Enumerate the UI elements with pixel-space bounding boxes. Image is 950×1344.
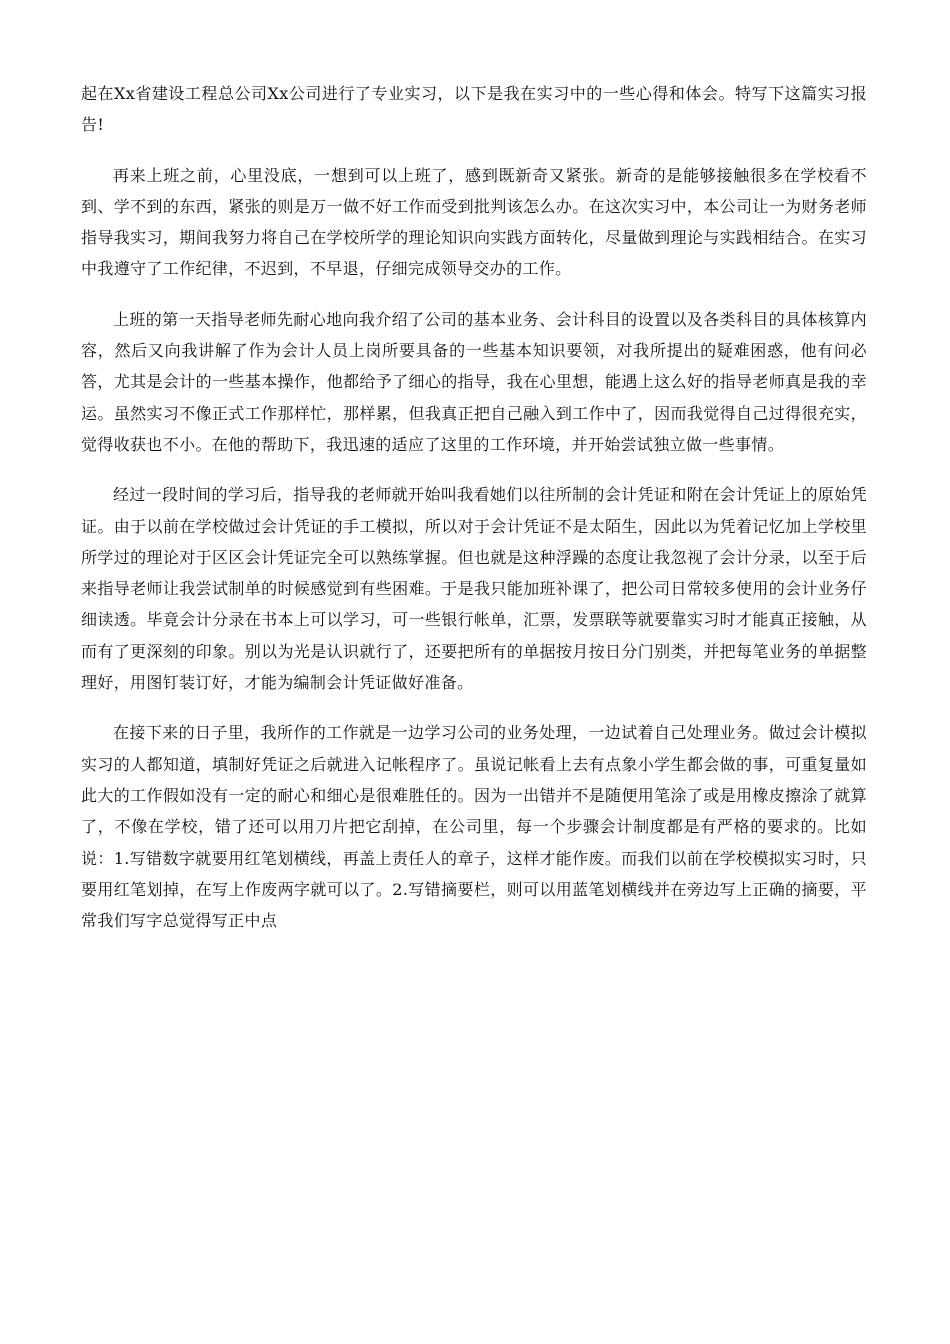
paragraph-bookkeeping: 在接下来的日子里，我所作的工作就是一边学习公司的业务处理，一边试着自己处理业务。做过会计模拟实习的人都知道，填制好凭证之后就进入记帐程序了。虽说记帐看上去有点象小学生都会做的事，可重复量如此大的工作假如没有一定的耐心和细心是很难胜任的。因为一出错并不是随便用笔涂了或是用橡皮擦涂了就算了，不像在学校，错了还可以用刀片把它刮掉，在公司里，每一个步骤会计制度都是有严格的要求的。比如说：1.写错数字就要用红笔划横线，再盖上责任人的章子，这样才能作废。而我们以前在学校模拟实习时，只要用红笔划掉，在写上作废两字就可以了。2.写错摘要栏，则可以用蓝笔划横线并在旁边写上正确的摘要，平常我们写字总觉得写正中点 bbox=[81, 723, 867, 931]
paragraph-before-work: 再来上班之前，心里没底，一想到可以上班了，感到既新奇又紧张。新奇的是能够接触很多在学校看不到、学不到的东西，紧张的则是万一做不好工作而受到批判该怎么办。在这次实习中，本公司让一为财务老师指导我实习，期间我努力将自己在学校所学的理论知识向实践方面转化，尽量做到理论与实践相结合。在实习中我遵守了工作纪律，不迟到，不早退，仔细完成领导交办的工作。 bbox=[81, 165, 867, 279]
paragraph-first-day: 上班的第一天指导老师先耐心地向我介绍了公司的基本业务、会计科目的设置以及各类科目的具体核算内容，然后又向我讲解了作为会计人员上岗所要具备的一些基本知识要领，对我所提出的疑难困惑，他有问必答，尤其是会计的一些基本操作，他都给予了细心的指导，我在心里想，能遇上这么好的指导老师真是我的幸运。虽然实习不像正式工作那样忙，那样累，但我真正把自己融入到工作中了，因而我觉得自己过得很充实，觉得收获也不小。在他的帮助下，我迅速的适应了这里的工作环境，并开始尝试独立做一些事情。 bbox=[81, 309, 867, 454]
document-body bbox=[81, 78, 867, 955]
paragraph-intro-continuation: 起在Xx省建设工程总公司Xx公司进行了专业实习，以下是我在实习中的一些心得和体会。特写下这篇实习报告! bbox=[81, 84, 867, 135]
paragraph-learning-vouchers: 经过一段时间的学习后，指导我的老师就开始叫我看她们以往所制的会计凭证和附在会计凭证上的原始凭证。由于以前在学校做过会计凭证的手工模拟，所以对于会计凭证不是太陌生，因此以为凭着记忆加上学校里所学过的理论对于区区会计凭证完全可以熟练掌握。但也就是这种浮躁的态度让我忽视了会计分录，以至于后来指导老师让我尝试制单的时候感觉到有些困难。于是我只能加班补课了，把公司日常较多使用的会计业务仔细读透。毕竟会计分录在书本上可以学习，可一些银行帐单，汇票，发票联等就要靠实习时才能真正接触，从而有了更深刻的印象。别以为光是认识就行了，还要把所有的单据按月按日分门别类，并把每笔业务的单据整理好，用图钉装订好，才能为编制会计凭证做好准备。 bbox=[81, 485, 867, 693]
